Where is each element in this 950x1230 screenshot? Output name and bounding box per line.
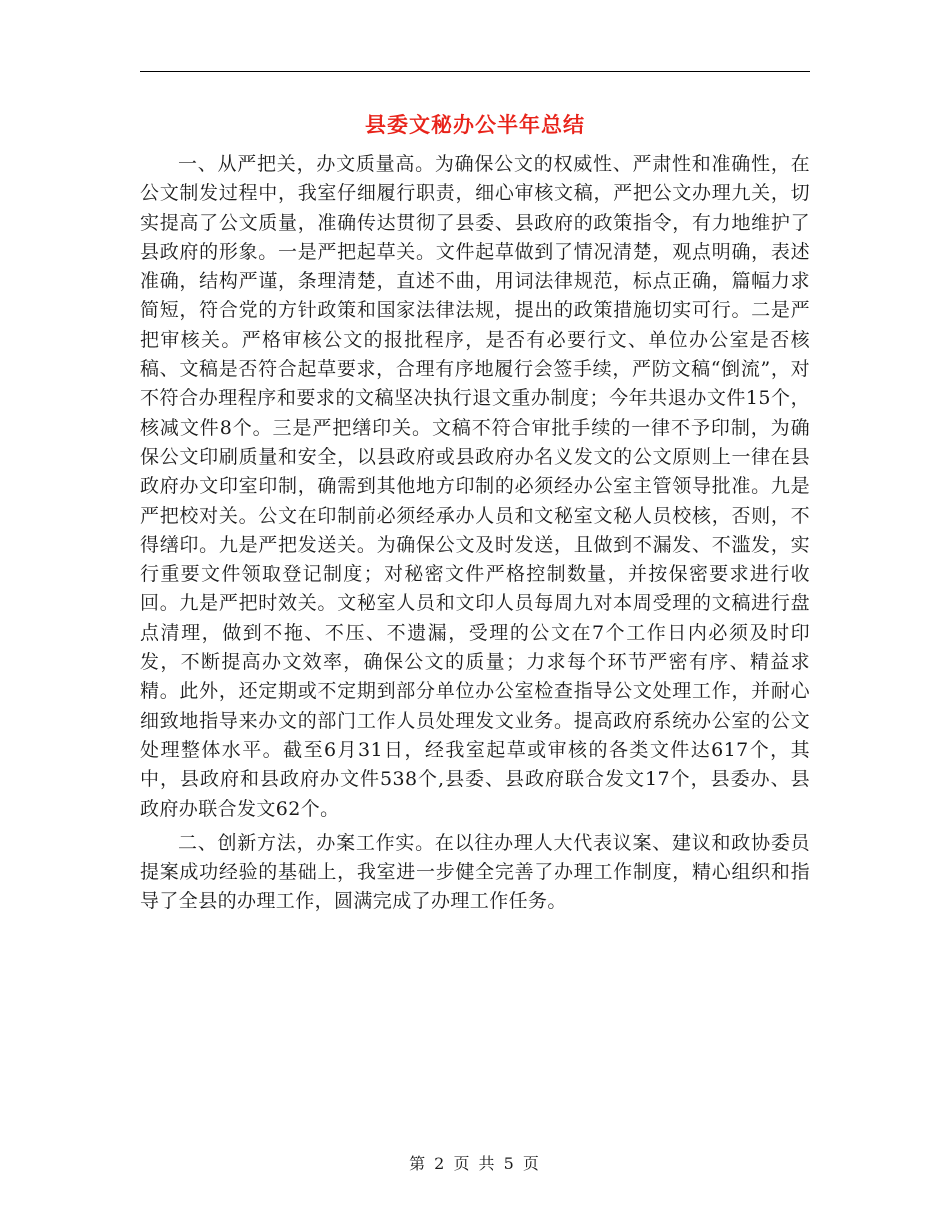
header-rule <box>140 71 810 72</box>
paragraph-1: 一、从严把关，办文质量高。为确保公文的权威性、严肃性和准确性，在公文制发过程中，我室仔细履行职责，细心审核文稿，严把公文办理九关，切实提高了公文质量，准确传达贯彻了县委、县政府的政策指令，有力地维护了县政府的形象。一是严把起草关。文件起草做到了情况清楚，观点明确，表述准确，结构严谨，条理清楚，直述不曲，用词法律规范，标点正确，篇幅力求简短，符合党的方针政策和国家法律法规，提出的政策措施切实可行。二是严把审核关。严格审核公文的报批程序，是否有必要行文、单位办公室是否核稿、文稿是否符合起草要求，合理有序地履行会签手续，严防文稿“倒流”，对不符合办理程序和要求的文稿坚决执行退文重办制度；今年共退办文件15个，核减文件8个。三是严把缮印关。文稿不符合审批手续的一律不予印制，为确保公文印刷质量和安全，以县政府或县政府办名义发文的公文原则上一律在县政府办文印室印制，确需到其他地方印制的必须经办公室主管领导批准。九是严把校对关。公文在印制前必须经承办人员和文秘室文秘人员校核，否则，不得缮印。九是严把发送关。为确保公文及时发送，且做到不漏发、不滥发，实行重要文件领取登记制度；对秘密文件严格控制数量，并按保密要求进行收回。九是严把时效关。文秘室人员和文印人员每周九对本周受理的文稿进行盘点清理，做到不拖、不压、不遗漏，受理的公文在7个工作日内必须及时印发，不断提高办文效率，确保公文的质量；力求每个环节严密有序、精益求精。此外，还定期或不定期到部分单位办公室检查指导公文处理工作，并耐心细致地指导来办文的部门工作人员处理发文业务。提高政府系统办公室的公文处理整体水平。截至6月31日，经我室起草或审核的各类文件达617个，其中，县政府和县政府办文件538个,县委、县政府联合发文17个，县委办、县政府办联合发文62个。 <box>140 153 810 820</box>
document-title: 县委文秘办公半年总结 <box>365 112 585 137</box>
paragraph-2: 二、创新方法，办案工作实。在以往办理人大代表议案、建议和政协委员提案成功经验的基础上，我室进一步健全完善了办理工作制度，精心组织和指导了全县的办理工作，圆满完成了办理工作任务。 <box>140 831 810 913</box>
document-body <box>140 150 810 922</box>
page-number: 第 2 页 共 5 页 <box>409 1154 541 1173</box>
